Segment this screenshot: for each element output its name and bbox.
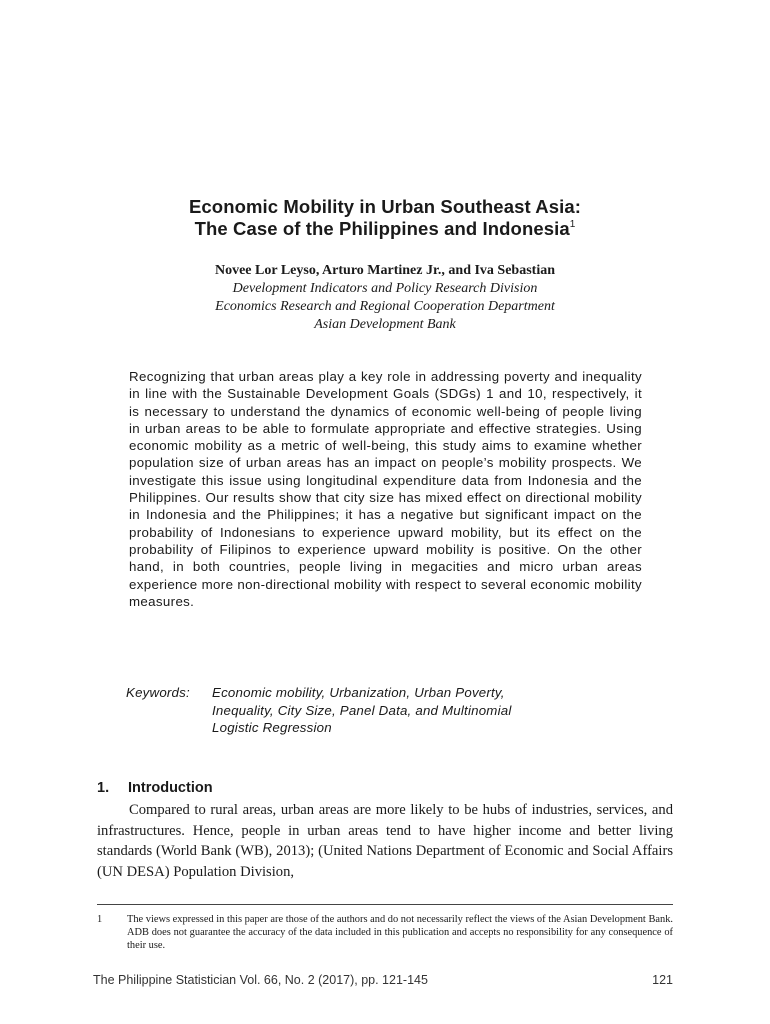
author-names: Novee Lor Leyso, Arturo Martinez Jr., and Iva Sebastian <box>214 263 555 278</box>
title-line-2 <box>0 218 770 240</box>
section-title: Introduction <box>128 780 213 796</box>
affiliation-department: Economics Research and Regional Cooperation Department <box>215 299 555 314</box>
title-line-2-text: The Case of the Philippines and Indonesia <box>194 218 570 239</box>
affiliation-organization: Asian Development Bank <box>314 317 456 332</box>
title-footnote-mark[interactable]: 1 <box>569 219 576 230</box>
footnote-text: The views expressed in this paper are those of the authors and do not necessarily reflect the views of the Asian Development Bank. ADB does not guarantee the accuracy of the data included in this publication and accepts no responsibility for any consequence of their use. <box>127 914 673 952</box>
journal-citation: The Philippine Statistician Vol. 66, No. 2 (2017), pp. 121-145 <box>93 973 428 987</box>
intro-paragraph: Compared to rural areas, urban areas are more likely to be hubs of industries, services, and infrastructures. Hence, people in urban areas tend to have higher income and better living standards (World Bank (WB), 2013); (United Nations Department of Economic and Social Affairs (UN DESA) Population Division, <box>97 802 673 881</box>
keywords-line: Inequality, City Size, Panel Data, and Multinomial <box>212 702 512 718</box>
keywords-row <box>126 702 646 720</box>
abstract: Recognizing that urban areas play a key role in addressing poverty and inequality in line with the Sustainable Development Goals (SDGs) 1 and 10, respectively, it is necessary to understand the dynamics of economic well-being of people living in urban areas to be able to formulate appropriate and effective strategies. Using economic mobility as a metric of well-being, this study aims to examine whether population size of urban areas has an impact on people’s mobility prospects. We investigate this issue using longitudinal expenditure data from Indonesia and the Philippines. Our results show that city size has mixed effect on directional mobility in Indonesia and the Philippines; it has a negative but significant impact on the probability of Indonesians to experience upward mobility, but its effect on the probability of Filipinos to experience upward mobility is positive. On the other hand, in both countries, people living in megacities and micro urban areas experience more non-directional mobility with respect to several economic mobility measures. <box>129 369 642 609</box>
page-footer <box>93 972 673 988</box>
page-number: 121 <box>652 973 673 987</box>
title-line-1: Economic Mobility in Urban Southeast Asia: <box>188 196 582 217</box>
section-number: 1. <box>97 780 110 796</box>
keywords-line: Logistic Regression <box>212 720 332 735</box>
keywords <box>126 684 646 737</box>
section-heading <box>97 778 213 798</box>
keywords-label: Keywords: <box>126 685 190 700</box>
footnote-number: 1 <box>97 914 103 925</box>
keywords-row <box>126 719 646 737</box>
author-block <box>0 262 770 334</box>
keywords-row <box>126 684 646 702</box>
keywords-line: Economic mobility, Urbanization, Urban Poverty, <box>212 685 505 700</box>
paper-title <box>0 196 770 240</box>
footnote-divider <box>97 904 673 905</box>
footnote <box>97 913 673 953</box>
affiliation-division: Development Indicators and Policy Research Division <box>232 281 538 296</box>
